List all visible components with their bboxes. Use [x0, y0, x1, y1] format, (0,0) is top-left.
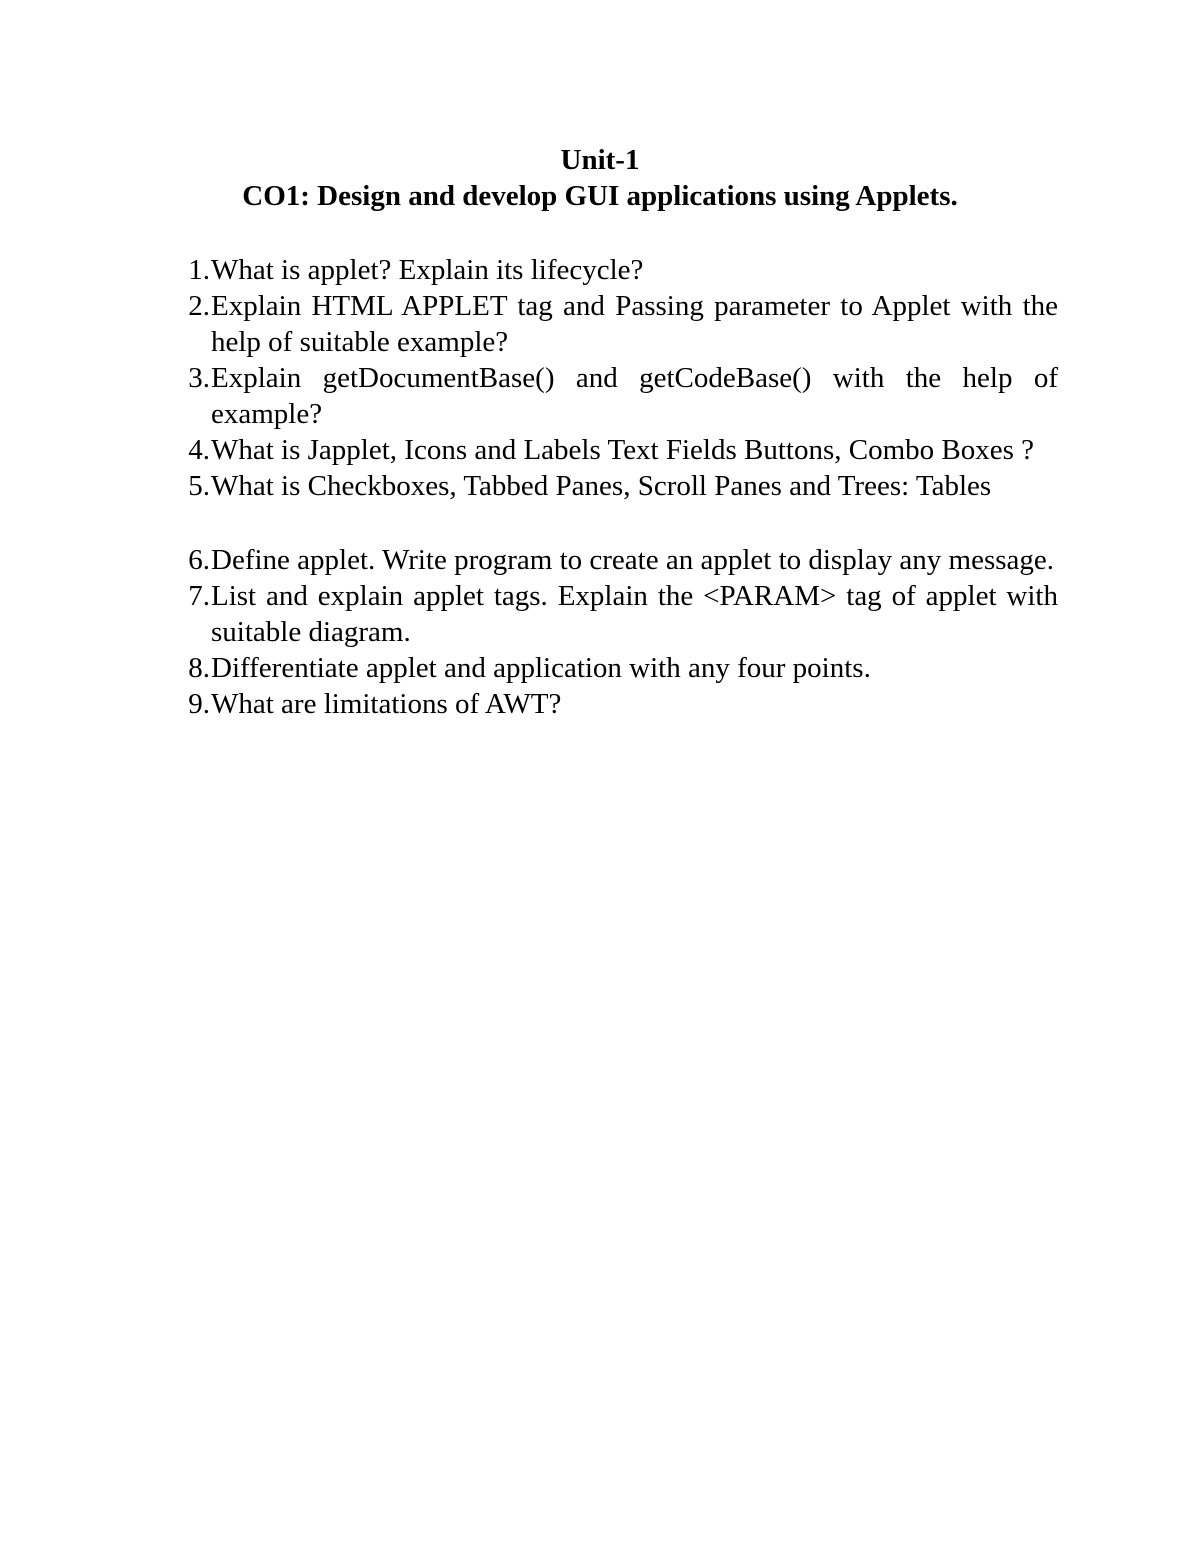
list-item	[168, 432, 1058, 468]
question-text: Explain getDocumentBase() and getCodeBase() with the help of example?	[211, 362, 1058, 430]
question-number: 5.	[188, 470, 210, 502]
list-item	[168, 252, 1058, 288]
question-text: What is applet? Explain its lifecycle?	[211, 254, 644, 286]
course-outcome-heading: CO1: Design and develop GUI applications using Applets.	[242, 180, 958, 212]
question-text: What is Japplet, Icons and Labels Text Fields Buttons, Combo Boxes ?	[211, 434, 1035, 466]
question-list	[168, 252, 1058, 722]
question-number: 7.	[188, 580, 210, 612]
question-number: 4.	[188, 434, 210, 466]
unit-title: Unit-1	[560, 144, 640, 176]
question-number: 6.	[188, 544, 210, 576]
question-number: 8.	[188, 652, 210, 684]
question-number: 2.	[188, 290, 210, 322]
question-number: 1.	[188, 254, 210, 286]
question-text: What is Checkboxes, Tabbed Panes, Scroll Panes and Trees: Tables	[211, 470, 992, 502]
list-item	[168, 578, 1058, 650]
list-item	[168, 542, 1058, 578]
question-number: 9.	[188, 688, 210, 720]
list-item	[168, 288, 1058, 360]
question-text: What are limitations of AWT?	[211, 688, 562, 720]
list-item	[168, 686, 1058, 722]
question-text: Differentiate applet and application with any four points.	[211, 652, 871, 684]
question-text: Explain HTML APPLET tag and Passing parameter to Applet with the help of suitable example?	[211, 290, 1058, 358]
list-item	[168, 650, 1058, 686]
question-number: 3.	[188, 362, 210, 394]
list-item	[168, 468, 1058, 504]
question-text: Define applet. Write program to create an applet to display any message.	[211, 544, 1055, 576]
question-text: List and explain applet tags. Explain the <PARAM> tag of applet with suitable diagram.	[211, 580, 1058, 648]
list-item	[168, 360, 1058, 432]
